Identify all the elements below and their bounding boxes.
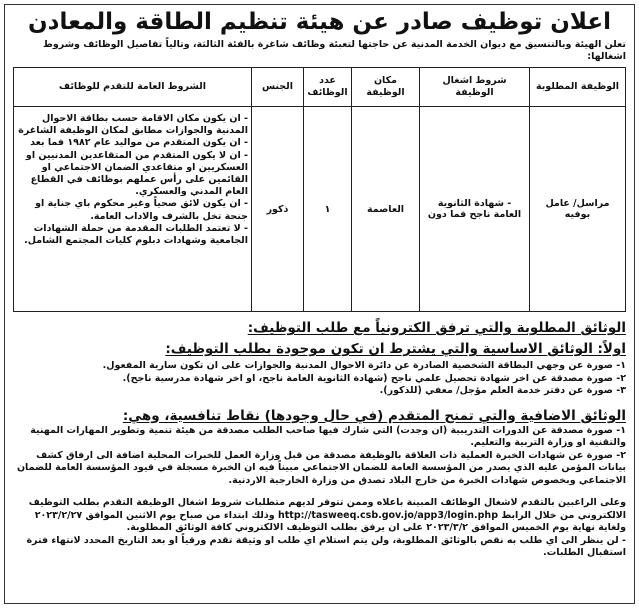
general-condition: - ان لا يكون المتقدم من المتقاعدين المدنيين او العسكريين او متقاعدي الضمان الاجتماعي او القائمين على رأس عملهم بوظائف في القطاع العام المدني والعسكري.	[25, 149, 248, 198]
extra-documents-heading: الوثائق الاضافية والتي تمنح المتقدم (في حال وجودها) نقاط تنافسية، وهي:	[122, 407, 626, 424]
cell-job: مراسل/ عامل بوفيه	[530, 107, 626, 312]
announcement-page	[4, 4, 635, 604]
general-condition: - ان يكون المتقدم من مواليد عام ١٩٨٢ فما بعد	[30, 137, 248, 149]
extra-document-item: ١- صورة مصدقة عن الدورات التدريبية (ان وجدت) التي شارك فيها صاحب الطلب مصدقة من هيئة تنمية وتطوير المهارات المهنية والتقنية او وزارة التربية والتعليم.	[30, 424, 626, 448]
basic-document-item: ٣- صورة عن دفتر خدمة العلم مؤجل/ معفي (للذكور).	[379, 385, 626, 396]
cell-count: ١	[304, 107, 352, 312]
extra-document-item: ٢- صورة عن شهادات الخبرة العملية ذات العلاقة بالوظيفة مصدقة من قبل وزارة العمل للخبرات المحلية اضافة الى ارفاق كشف بيانات المؤمن عليه الذي يصدر من المؤسسة العامة للضمان الاجتماعي مبيناً فيه ان الخبرة مسجلة في قيود المؤسسة العامة للضمان الاجتماعي وبخصوص شهادات الخبرة من خارج البلاد تصدق من وزارة الخارجية الاردنية.	[16, 449, 626, 486]
closing-text-after-link: وذلك ابتداء من صباح يوم الاثنين الموافق ٢٠٢٣/٢/٢٧ ولغاية نهاية يوم الخميس الموافق ٢٠٢٣/٣/٢ على ان يرفق بطلب التوظيف الالكتروني كافة الوثائق المطلوبة.	[34, 509, 626, 533]
header-general: الشروط العامة للتقدم للوظائف	[14, 68, 252, 107]
basic-document-item: ١- صورة عن وجهي البطاقة الشخصية الصادرة عن دائرة الاحوال المدنية والجوازات على ان تكون سارية المفعول.	[102, 360, 626, 371]
announcement-title: اعلان توظيف صادر عن هيئة تنظيم الطاقة والمعادن	[28, 9, 611, 35]
header-gender: الجنس	[252, 68, 304, 107]
jobs-table	[13, 67, 626, 312]
table-row	[14, 107, 626, 312]
cell-gender: ذكور	[252, 107, 304, 312]
general-condition: - ان يكون مكان الاقامة حسب بطاقة الاحوال المدنية والجوازات مطابق لمكان الوظيفة الشاغرة	[18, 113, 248, 137]
header-conditions: شروط اشغال الوظيفة	[420, 68, 530, 107]
cell-conditions: - شهادة الثانوية العامة ناجح فما دون	[420, 107, 530, 312]
intro-text: تعلن الهيئة وبالتنسيق مع ديوان الخدمة المدنية عن حاجتها لتعبئة وظائف شاغرة بالفئة الثالثة، وتالياً تفاصيل الوظائف وشروط اشغالها:	[43, 39, 626, 62]
closing-note: - لن ينظر الى اي طلب به نقص بالوثائق المطلوبة، ولن يتم استلام اي طلب او وثيقة تقدم ورقياً او بعد التاريخ المحدد لانتهاء فترة استقبال الطلبات.	[26, 534, 626, 558]
basic-documents-heading: اولاً: الوثائق الاساسية والتي يشترط ان تكون موجودة بطلب التوظيف:	[165, 341, 626, 357]
cell-general-conditions	[14, 107, 252, 312]
closing-paragraph	[13, 497, 626, 535]
required-documents-heading: الوثائق المطلوبة والتي ترفق الكترونياً مع طلب التوظيف:	[247, 320, 626, 336]
application-link[interactable]: http://tasweeq.csb.gov.jo/app3/login.php	[277, 509, 498, 521]
cell-location: العاصمة	[352, 107, 420, 312]
closing-text-before-link: وعلى الراغبين بالتقدم لاشغال الوظائف المبينة باعلاه وممن تتوفر لديهم متطلبات شروط اشغال الوظيفة التقدم بطلب التوظيف الالكتروني من خلال الرابط	[28, 497, 626, 521]
general-condition: - لا تعتمد الطلبات المقدمة من حملة الشهادات الجامعية وشهادات دبلوم كليات المجتمع الشامل.	[24, 222, 248, 247]
general-condition: - ان يكون لائق صحياً وغير محكوم باي جناية او جنحة تخل بالشرف والاداب العامة.	[35, 198, 248, 222]
header-job: الوظيفة المطلوبة	[530, 68, 626, 107]
header-count: عدد الوظائف	[304, 68, 352, 107]
header-location: مكان الوظيفة	[352, 68, 420, 107]
table-header-row	[14, 68, 626, 107]
basic-document-item: ٢- صورة مصدقة عن اخر شهادة تحصيل علمي ناجح (شهادة الثانوية العامة ناجح، او اخر شهادة مدرسية ناجح).	[122, 372, 626, 384]
